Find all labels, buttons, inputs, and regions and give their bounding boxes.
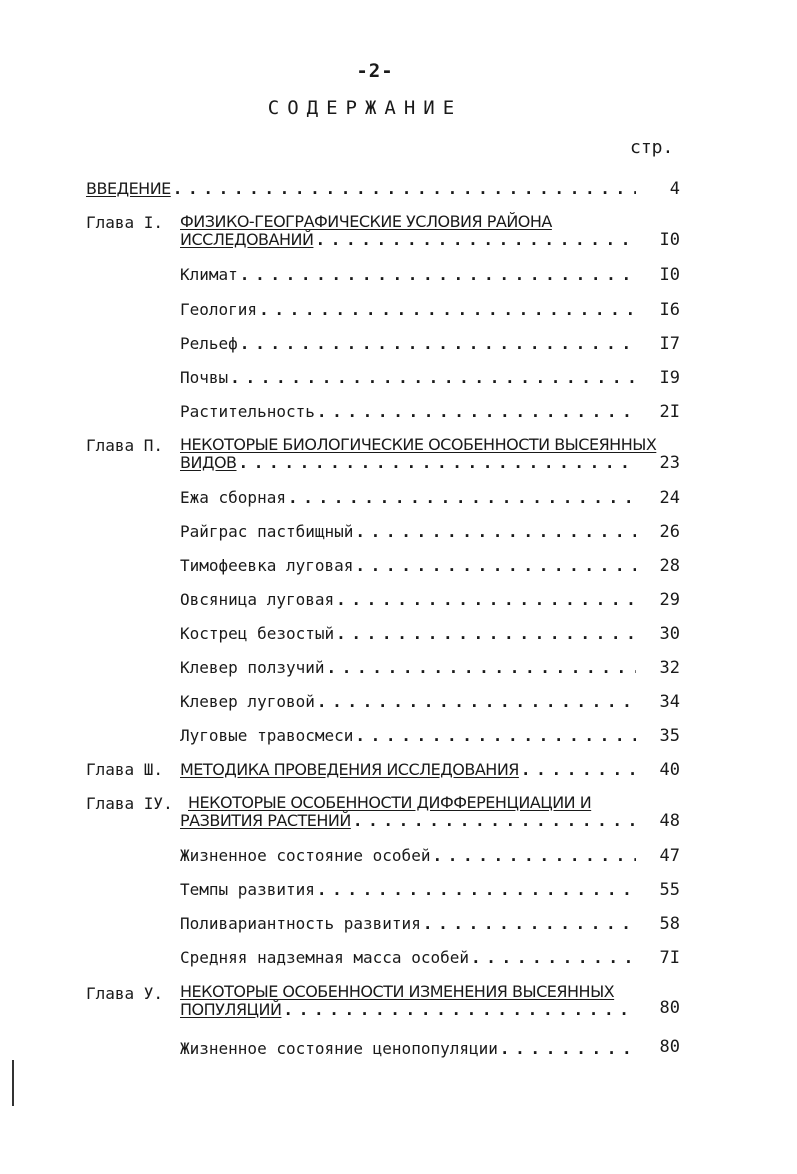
toc-entry-page: 35 bbox=[659, 726, 680, 746]
toc-entry-page: I6 bbox=[659, 300, 680, 320]
leader-dots bbox=[471, 949, 636, 967]
toc-entry-page: 2I bbox=[659, 402, 680, 422]
toc-entry-text: Кострец безостый bbox=[180, 624, 335, 643]
leader-dots bbox=[355, 523, 636, 541]
scan-edge-mark bbox=[12, 1060, 14, 1106]
toc-entry-text: Рельеф bbox=[180, 334, 238, 353]
leader-dots bbox=[353, 812, 636, 830]
toc-entry-page: I7 bbox=[659, 334, 680, 354]
toc-entry-text: ФИЗИКО-ГЕОГРАФИЧЕСКИЕ УСЛОВИЯ РАЙОНА bbox=[180, 212, 552, 231]
toc-entry-text: Клевер ползучий bbox=[180, 658, 325, 677]
toc-entry-page: 58 bbox=[659, 914, 680, 934]
toc-entry-text: Жизненное состояние особей bbox=[180, 846, 431, 865]
toc-entry-page: 4 bbox=[669, 179, 680, 199]
leader-dots bbox=[317, 881, 636, 899]
leader-dots bbox=[240, 335, 636, 353]
toc-entry-text: Поливариантность развития bbox=[180, 914, 421, 933]
toc-entry-page: 23 bbox=[659, 453, 680, 473]
leader-dots bbox=[317, 693, 636, 711]
toc-entry-page: 29 bbox=[659, 590, 680, 610]
toc-entry-page: 28 bbox=[659, 556, 680, 576]
toc-entry-text: Овсяница луговая bbox=[180, 590, 335, 609]
toc-entry-page: 80 bbox=[659, 998, 680, 1018]
leader-dots bbox=[336, 625, 636, 643]
leader-dots bbox=[432, 847, 636, 865]
chapter-prefix: Глава Ш. bbox=[86, 760, 164, 779]
leader-dots bbox=[288, 489, 636, 507]
toc-entry-page: 7I bbox=[659, 948, 680, 968]
toc-entry-text: Луговые травосмеси bbox=[180, 726, 354, 745]
toc-entry-page: I9 bbox=[659, 368, 680, 388]
toc-entry-text: Тимофеевка луговая bbox=[180, 556, 354, 575]
chapter-prefix: Глава П. bbox=[86, 436, 164, 455]
leader-dots bbox=[327, 659, 637, 677]
toc-entry-text: Ежа сборная bbox=[180, 488, 286, 507]
toc-entry-text: МЕТОДИКА ПРОВЕДЕНИЯ ИССЛЕДОВАНИЯ bbox=[180, 760, 519, 779]
leader-dots bbox=[336, 591, 636, 609]
toc-entry-page: 55 bbox=[659, 880, 680, 900]
toc-entry-text: Средняя надземная масса особей bbox=[180, 948, 469, 967]
leader-dots bbox=[500, 1040, 636, 1058]
toc-entry-page: 34 bbox=[659, 692, 680, 712]
toc-entry-page: 47 bbox=[659, 846, 680, 866]
toc-entry-page: I0 bbox=[659, 265, 680, 285]
leader-dots bbox=[240, 266, 636, 284]
toc-entry-text: Темпы развития bbox=[180, 880, 315, 899]
toc-entry-page: I0 bbox=[659, 230, 680, 250]
toc-entry-page: 26 bbox=[659, 522, 680, 542]
toc-entry-text-continued: РАЗВИТИЯ РАСТЕНИЙ bbox=[180, 811, 351, 830]
page-title: СОДЕРЖАНИЕ bbox=[267, 97, 463, 119]
toc-entry-text: НЕКОТОРЫЕ ОСОБЕННОСТИ ИЗМЕНЕНИЯ ВЫСЕЯННЫХ bbox=[180, 982, 615, 1001]
chapter-prefix: Глава I. bbox=[86, 213, 164, 232]
toc-entry-text-continued: ИССЛЕДОВАНИЙ bbox=[180, 230, 314, 249]
leader-dots bbox=[173, 180, 636, 198]
toc-entry-text: Климат bbox=[180, 265, 238, 284]
toc-entry-page: 30 bbox=[659, 624, 680, 644]
toc-entry-page: 48 bbox=[659, 811, 680, 831]
toc-entry-text: Райграс пастбищный bbox=[180, 522, 354, 541]
toc-entry-page: 24 bbox=[659, 488, 680, 508]
page-number: -2- bbox=[356, 60, 394, 82]
leader-dots bbox=[521, 761, 636, 779]
leader-dots bbox=[259, 301, 636, 319]
toc-entry-text-continued: ПОПУЛЯЦИЙ bbox=[180, 1000, 282, 1019]
toc-entry-text: Геология bbox=[180, 300, 258, 319]
leader-dots bbox=[355, 727, 636, 745]
toc-entry-text: Жизненное состояние ценопопуляции bbox=[180, 1039, 498, 1058]
toc-entry-page: 32 bbox=[659, 658, 680, 678]
leader-dots bbox=[317, 403, 636, 421]
toc-entry-text: Почвы bbox=[180, 368, 229, 387]
toc-entry-text: НЕКОТОРЫЕ ОСОБЕННОСТИ ДИФФЕРЕНЦИАЦИИ И bbox=[188, 793, 592, 812]
leader-dots bbox=[355, 557, 636, 575]
leader-dots bbox=[423, 915, 636, 933]
toc-entry-text-continued: ВИДОВ bbox=[180, 453, 237, 472]
chapter-prefix: Глава IУ. bbox=[86, 794, 173, 813]
leader-dots bbox=[283, 1001, 636, 1019]
toc-entry-text: ВВЕДЕНИЕ bbox=[86, 179, 171, 198]
toc-entry-text: Растительность bbox=[180, 402, 315, 421]
page-column-label: стр. bbox=[630, 137, 674, 158]
toc-entry-text: НЕКОТОРЫЕ БИОЛОГИЧЕСКИЕ ОСОБЕННОСТИ ВЫСЕЯННЫХ bbox=[180, 435, 657, 454]
leader-dots bbox=[315, 231, 636, 249]
toc-entry-page: 40 bbox=[659, 760, 680, 780]
leader-dots bbox=[239, 454, 636, 472]
toc-entry-page: 80 bbox=[659, 1037, 680, 1057]
leader-dots bbox=[230, 369, 636, 387]
chapter-prefix: Глава У. bbox=[86, 984, 164, 1003]
toc-entry-text: Клевер луговой bbox=[180, 692, 315, 711]
